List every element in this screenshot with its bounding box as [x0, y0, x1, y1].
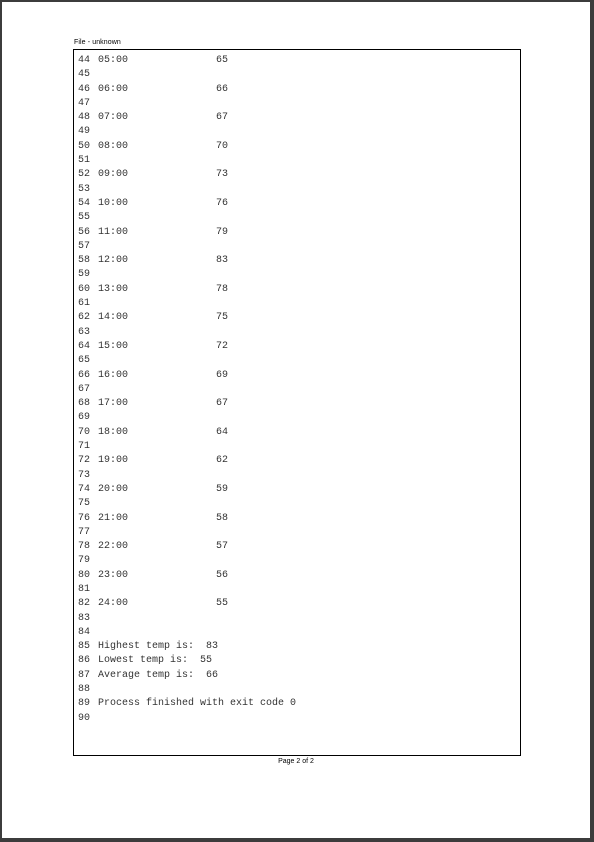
temp-value: 59 [216, 483, 229, 495]
document-page [2, 2, 590, 838]
code-line [78, 397, 516, 411]
code-line [78, 640, 516, 654]
taskbar [0, 838, 594, 842]
code-line [78, 226, 516, 240]
line-number: 50 [78, 140, 91, 152]
code-line [78, 111, 516, 125]
line-number: 60 [78, 283, 91, 295]
time-value: 21:00 [98, 512, 129, 524]
code-line [78, 340, 516, 354]
code-line [78, 497, 516, 511]
code-line [78, 569, 516, 583]
temp-value: 69 [216, 369, 229, 381]
page-footer: Page 2 of 2 [278, 758, 314, 765]
code-line [78, 512, 516, 526]
code-line [78, 583, 516, 597]
line-number: 69 [78, 412, 91, 424]
time-value: 17:00 [98, 398, 129, 410]
temp-value: 76 [216, 197, 229, 209]
output-text: Highest temp is: 83 [98, 641, 219, 653]
time-value: 23:00 [98, 569, 129, 581]
temp-value: 56 [216, 569, 229, 581]
temp-value: 75 [216, 312, 229, 324]
line-number: 89 [78, 698, 91, 710]
line-number: 80 [78, 569, 91, 581]
temp-value: 78 [216, 283, 229, 295]
code-line [78, 554, 516, 568]
code-line [78, 483, 516, 497]
line-number: 55 [78, 212, 91, 224]
line-number: 57 [78, 240, 91, 252]
line-number: 82 [78, 598, 91, 610]
temp-value: 73 [216, 169, 229, 181]
line-number: 72 [78, 455, 91, 467]
code-line [78, 168, 516, 182]
code-line [78, 612, 516, 626]
line-number: 85 [78, 641, 91, 653]
code-line [78, 626, 516, 640]
code-line [78, 683, 516, 697]
line-number: 86 [78, 655, 91, 667]
line-number: 51 [78, 155, 91, 167]
time-value: 09:00 [98, 169, 129, 181]
line-number: 79 [78, 555, 91, 567]
code-line [78, 454, 516, 468]
code-line [78, 197, 516, 211]
code-line [78, 140, 516, 154]
output-text: Average temp is: 66 [98, 669, 219, 681]
code-line [78, 240, 516, 254]
line-number: 52 [78, 169, 91, 181]
line-number: 68 [78, 398, 91, 410]
code-line [78, 426, 516, 440]
code-line [78, 154, 516, 168]
time-value: 11:00 [98, 226, 129, 238]
line-number: 54 [78, 197, 91, 209]
line-number: 74 [78, 483, 91, 495]
line-number: 65 [78, 355, 91, 367]
time-value: 05:00 [98, 55, 129, 66]
temp-value: 67 [216, 112, 229, 124]
temp-value: 70 [216, 140, 229, 152]
temp-value: 58 [216, 512, 229, 524]
code-line [78, 268, 516, 282]
code-line [78, 654, 516, 668]
code-line [78, 326, 516, 340]
line-number: 66 [78, 369, 91, 381]
line-number: 77 [78, 526, 91, 538]
time-value: 16:00 [98, 369, 129, 381]
line-number: 63 [78, 326, 91, 338]
line-number: 87 [78, 669, 91, 681]
code-line [78, 254, 516, 268]
line-number: 70 [78, 426, 91, 438]
line-number: 67 [78, 383, 91, 395]
line-number: 47 [78, 97, 91, 109]
temp-value: 83 [216, 255, 229, 267]
code-line [78, 697, 516, 711]
code-line [78, 283, 516, 297]
line-number: 88 [78, 684, 91, 696]
time-value: 12:00 [98, 255, 129, 267]
code-line [78, 54, 516, 68]
code-line [78, 369, 516, 383]
line-number: 78 [78, 541, 91, 553]
code-line [78, 526, 516, 540]
output-frame [73, 49, 521, 756]
line-number: 81 [78, 583, 91, 595]
code-line [78, 597, 516, 611]
line-number: 56 [78, 226, 91, 238]
code-line [78, 669, 516, 683]
temp-value: 62 [216, 455, 229, 467]
time-value: 06:00 [98, 83, 129, 95]
temp-value: 65 [216, 55, 229, 66]
line-number: 58 [78, 255, 91, 267]
line-number: 75 [78, 498, 91, 510]
code-line [78, 297, 516, 311]
code-line [78, 311, 516, 325]
line-number: 71 [78, 441, 91, 453]
console-output [78, 54, 516, 726]
line-number: 49 [78, 126, 91, 138]
time-value: 14:00 [98, 312, 129, 324]
output-text: Lowest temp is: 55 [98, 655, 213, 667]
code-line [78, 97, 516, 111]
code-line [78, 68, 516, 82]
temp-value: 72 [216, 340, 229, 352]
time-value: 08:00 [98, 140, 129, 152]
line-number: 73 [78, 469, 91, 481]
line-number: 64 [78, 340, 91, 352]
line-number: 59 [78, 269, 91, 281]
code-line [78, 211, 516, 225]
line-number: 76 [78, 512, 91, 524]
time-value: 18:00 [98, 426, 129, 438]
time-value: 15:00 [98, 340, 129, 352]
code-line [78, 411, 516, 425]
line-number: 84 [78, 626, 91, 638]
code-line [78, 354, 516, 368]
time-value: 13:00 [98, 283, 129, 295]
temp-value: 79 [216, 226, 229, 238]
page-header: File - unknown [74, 39, 121, 46]
time-value: 10:00 [98, 197, 129, 209]
line-number: 62 [78, 312, 91, 324]
time-value: 24:00 [98, 598, 129, 610]
temp-value: 66 [216, 83, 229, 95]
time-value: 19:00 [98, 455, 129, 467]
temp-value: 67 [216, 398, 229, 410]
line-number: 53 [78, 183, 91, 195]
line-number: 45 [78, 69, 91, 81]
code-line [78, 183, 516, 197]
temp-value: 57 [216, 541, 229, 553]
code-line [78, 469, 516, 483]
time-value: 22:00 [98, 541, 129, 553]
code-line [78, 540, 516, 554]
line-number: 48 [78, 112, 91, 124]
line-number: 90 [78, 712, 91, 724]
code-line [78, 712, 516, 726]
line-number: 44 [78, 55, 91, 66]
temp-value: 64 [216, 426, 229, 438]
output-text: Process finished with exit code 0 [98, 698, 297, 710]
code-line [78, 383, 516, 397]
line-number: 83 [78, 612, 91, 624]
temp-value: 55 [216, 598, 229, 610]
time-value: 20:00 [98, 483, 129, 495]
line-number: 61 [78, 298, 91, 310]
code-line [78, 83, 516, 97]
code-line [78, 125, 516, 139]
code-line [78, 440, 516, 454]
line-number: 46 [78, 83, 91, 95]
time-value: 07:00 [98, 112, 129, 124]
